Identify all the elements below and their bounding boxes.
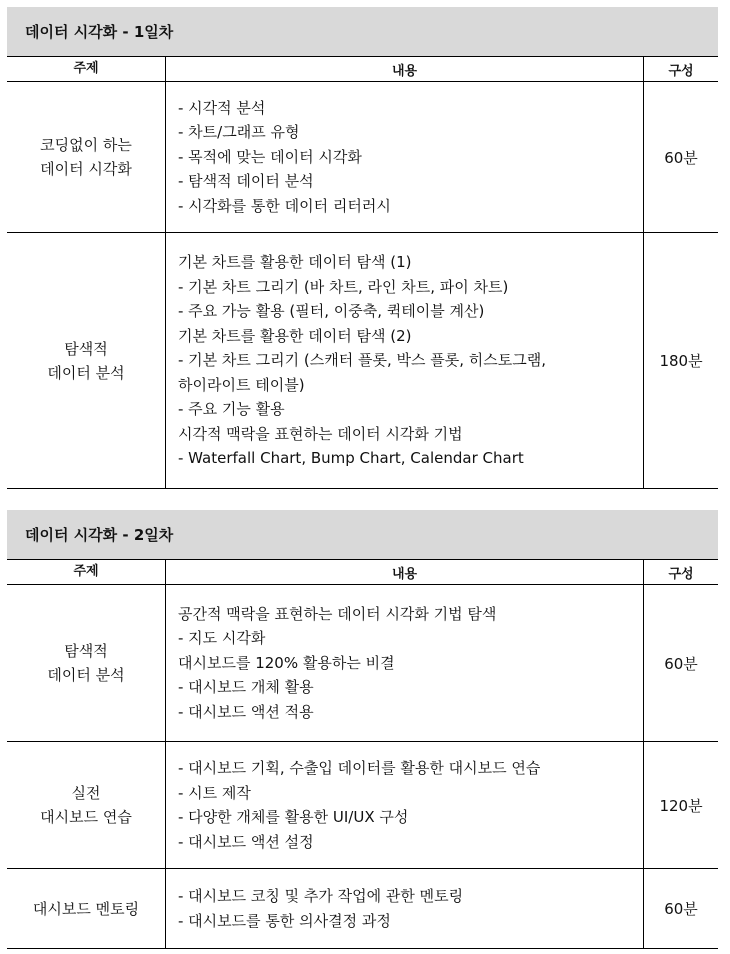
- day1-table: [7, 57, 718, 489]
- content-cell: [166, 82, 644, 233]
- day2-table: [7, 560, 718, 949]
- content-line: - 시각적 분석: [178, 98, 266, 117]
- content-line: 기본 차트를 활용한 데이터 탐색 (2): [178, 326, 412, 345]
- content-line: - 대시보드 개체 활용: [178, 678, 314, 697]
- content-line: - 기본 차트 그리기 (바 차트, 라인 차트, 파이 차트): [178, 277, 509, 296]
- table-row: [7, 742, 718, 869]
- content-line: - 시각화를 통한 데이터 리터러시: [178, 196, 391, 215]
- duration-cell: 120분: [644, 742, 719, 869]
- topic-cell: [7, 869, 166, 949]
- topic-line: 데이터 분석: [47, 666, 125, 684]
- table-row: [7, 233, 718, 489]
- topic-cell: [7, 233, 166, 489]
- duration-cell: 180분: [644, 233, 719, 489]
- content-line: - 차트/그래프 유형: [178, 123, 300, 142]
- day2-section: [7, 510, 718, 949]
- day1-title: 데이터 시각화 - 1일차: [7, 7, 718, 57]
- content-line: - 시트 제작: [178, 783, 251, 802]
- content-line: - 다양한 개체를 활용한 UI/UX 구성: [178, 808, 409, 826]
- day2-title: 데이터 시각화 - 2일차: [7, 510, 718, 560]
- topic-cell: [7, 742, 166, 869]
- topic-header: 주제: [7, 57, 166, 82]
- content-header: 내용: [166, 57, 644, 82]
- content-line: 기본 차트를 활용한 데이터 탐색 (1): [178, 253, 412, 272]
- content-line: - 대시보드 코칭 및 추가 작업에 관한 멘토링: [178, 887, 464, 905]
- content-line: - 탐색적 데이터 분석: [178, 172, 314, 191]
- content-line: - 대시보드를 통한 의사결정 과정: [178, 911, 391, 930]
- content-header: 내용: [166, 560, 644, 585]
- content-line: - 대시보드 기획, 수출입 데이터를 활용한 대시보드 연습: [178, 759, 541, 777]
- table-row: [7, 82, 718, 233]
- topic-line: 탐색적: [64, 642, 108, 660]
- duration-cell: 60분: [644, 869, 719, 949]
- day1-section: [7, 7, 718, 489]
- content-cell: [166, 742, 644, 869]
- topic-line: 데이터 시각화: [40, 160, 132, 178]
- content-line: - 목적에 맞는 데이터 시각화: [178, 147, 362, 166]
- content-line: - 대시보드 액션 적용: [178, 702, 314, 721]
- content-line: - 기본 차트 그리기 (스캐터 플롯, 박스 플롯, 히스토그램,: [178, 351, 547, 370]
- duration-cell: 60분: [644, 585, 719, 742]
- content-cell: [166, 869, 644, 949]
- content-line: - 주요 가능 활용 (필터, 이중축, 퀵테이블 계산): [178, 302, 485, 321]
- content-line: 공간적 맥락을 표현하는 데이터 시각화 기법 탐색: [178, 604, 497, 623]
- content-line: 대시보드를 120% 활용하는 비결: [178, 653, 395, 672]
- duration-header: 구성: [644, 57, 719, 82]
- content-line: 시각적 맥락을 표현하는 데이터 시각화 기법: [178, 424, 463, 443]
- content-line: - 대시보드 액션 설정: [178, 832, 314, 851]
- content-line: - 주요 기능 활용: [178, 400, 285, 419]
- content-line: 하이라이트 테이블): [178, 375, 305, 394]
- content-line: - 지도 시각화: [178, 629, 266, 648]
- topic-line: 데이터 분석: [47, 363, 125, 382]
- content-line: - Waterfall Chart, Bump Chart, Calendar Chart: [178, 449, 524, 468]
- content-cell: [166, 233, 644, 489]
- topic-cell: [7, 82, 166, 233]
- topic-line: 실전: [71, 784, 101, 802]
- duration-cell: 60분: [644, 82, 719, 233]
- content-cell: [166, 585, 644, 742]
- topic-line: 대시보드 연습: [40, 808, 132, 826]
- duration-header: 구성: [644, 560, 719, 585]
- topic-line: 대시보드 멘토링: [32, 899, 140, 918]
- topic-cell: [7, 585, 166, 742]
- topic-line: 탐색적: [64, 339, 108, 358]
- table-row: [7, 585, 718, 742]
- topic-line: 코딩없이 하는: [40, 136, 132, 154]
- table-row: [7, 869, 718, 949]
- topic-header: 주제: [7, 560, 166, 585]
